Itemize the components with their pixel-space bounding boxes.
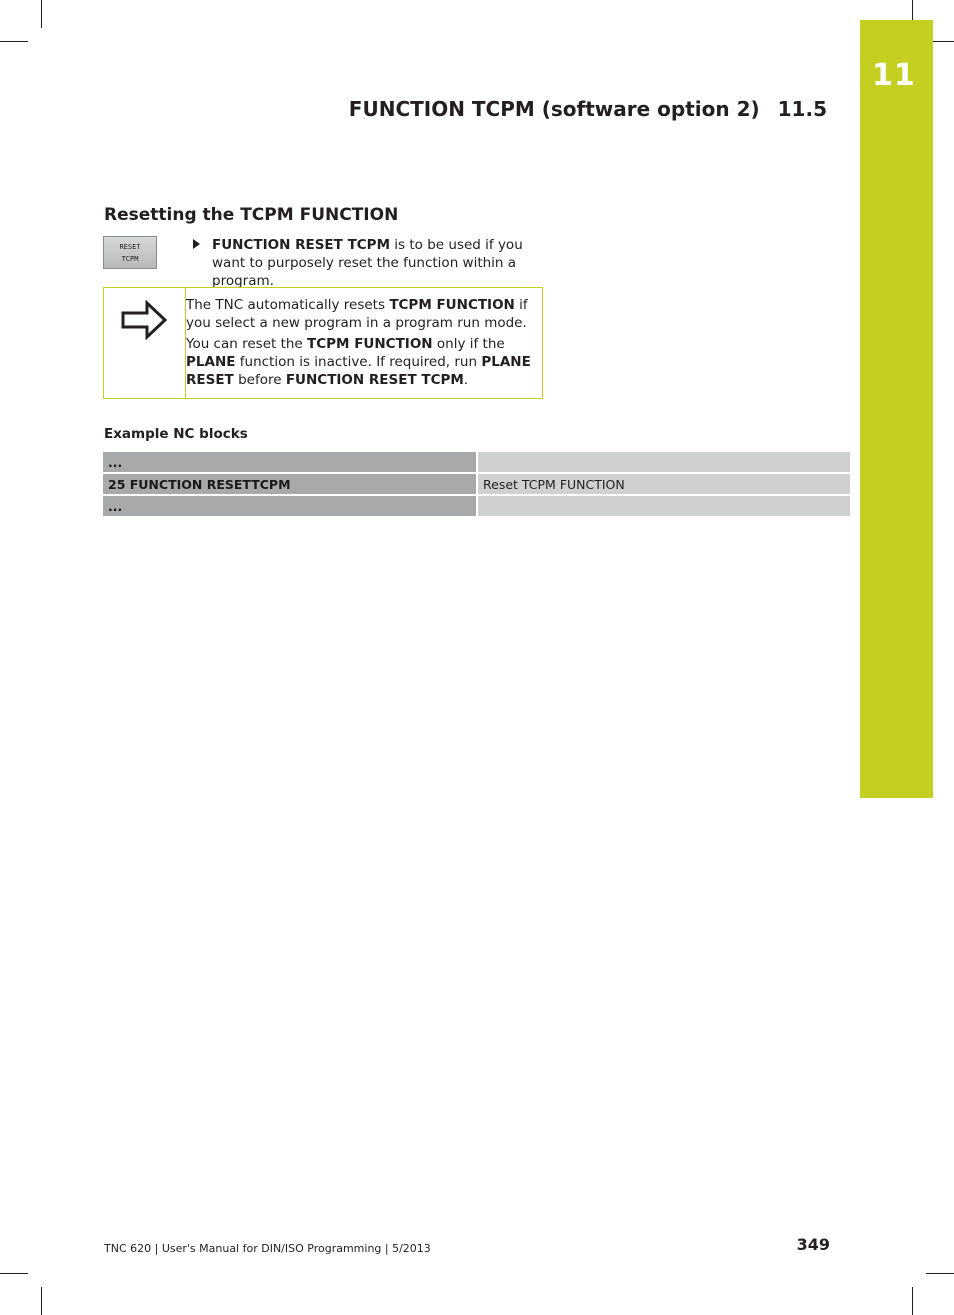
- crop-mark: [0, 1273, 28, 1274]
- crop-mark: [41, 0, 42, 28]
- nc-code-cell: 25 FUNCTION RESETTCPM: [103, 474, 476, 494]
- note-text-run: You can reset the: [186, 336, 308, 352]
- note-text-run: if you select a new program in a program run mode.: [186, 297, 528, 331]
- crop-mark: [0, 41, 28, 42]
- table-row: [103, 452, 850, 472]
- table-row: [103, 474, 850, 494]
- running-head-title: FUNCTION TCPM (software option 2): [348, 97, 760, 121]
- note-text-run: only if the: [432, 336, 505, 352]
- running-head-section: 11.5: [777, 97, 827, 121]
- note-keyword: TCPM FUNCTION: [389, 297, 515, 313]
- bullet-keyword: FUNCTION RESET TCPM: [212, 237, 391, 253]
- crop-mark: [41, 1287, 42, 1315]
- reset-tcpm-softkey: [103, 236, 157, 269]
- note-keyword: FUNCTION RESET TCPM: [285, 372, 464, 388]
- section-heading: Resetting the TCPM FUNCTION: [104, 205, 399, 225]
- note-paragraph-2: [186, 335, 538, 389]
- chapter-number: 11: [872, 58, 916, 93]
- note-box: [103, 287, 543, 399]
- crop-mark: [912, 1287, 913, 1315]
- nc-block-table: [103, 450, 850, 518]
- note-keyword: TCPM FUNCTION: [307, 336, 433, 352]
- footer-text: TNC 620 | User's Manual for DIN/ISO Programming | 5/2013: [104, 1242, 431, 1255]
- example-label: Example NC blocks: [104, 426, 248, 442]
- crop-mark: [926, 1273, 954, 1274]
- bullet-triangle-icon: [193, 239, 200, 249]
- note-text-run: .: [463, 372, 469, 388]
- nc-desc-cell: [478, 496, 850, 516]
- bullet-item: [212, 236, 542, 290]
- note-text-run: The TNC automatically resets: [186, 297, 390, 313]
- table-row: [103, 496, 850, 516]
- softkey-line2: TCPM: [121, 255, 139, 263]
- softkey-line1: RESET: [119, 243, 141, 251]
- arrow-right-icon: [120, 300, 170, 340]
- nc-desc-cell: Reset TCPM FUNCTION: [478, 474, 850, 494]
- nc-code-cell: ...: [103, 452, 476, 472]
- note-text-run: before: [233, 372, 286, 388]
- nc-desc-cell: [478, 452, 850, 472]
- page-number: 349: [796, 1235, 830, 1254]
- nc-code-cell: ...: [103, 496, 476, 516]
- running-head: [349, 97, 827, 121]
- note-text: [186, 296, 538, 392]
- bullet-text: is to be used if you want to purposely reset the function within a program.: [212, 237, 523, 289]
- note-text-run: function is inactive. If required, run: [235, 354, 482, 370]
- chapter-tab: [860, 20, 933, 798]
- note-keyword: PLANE RESET: [186, 354, 531, 388]
- note-paragraph-1: [186, 296, 538, 332]
- note-keyword: PLANE: [186, 354, 236, 370]
